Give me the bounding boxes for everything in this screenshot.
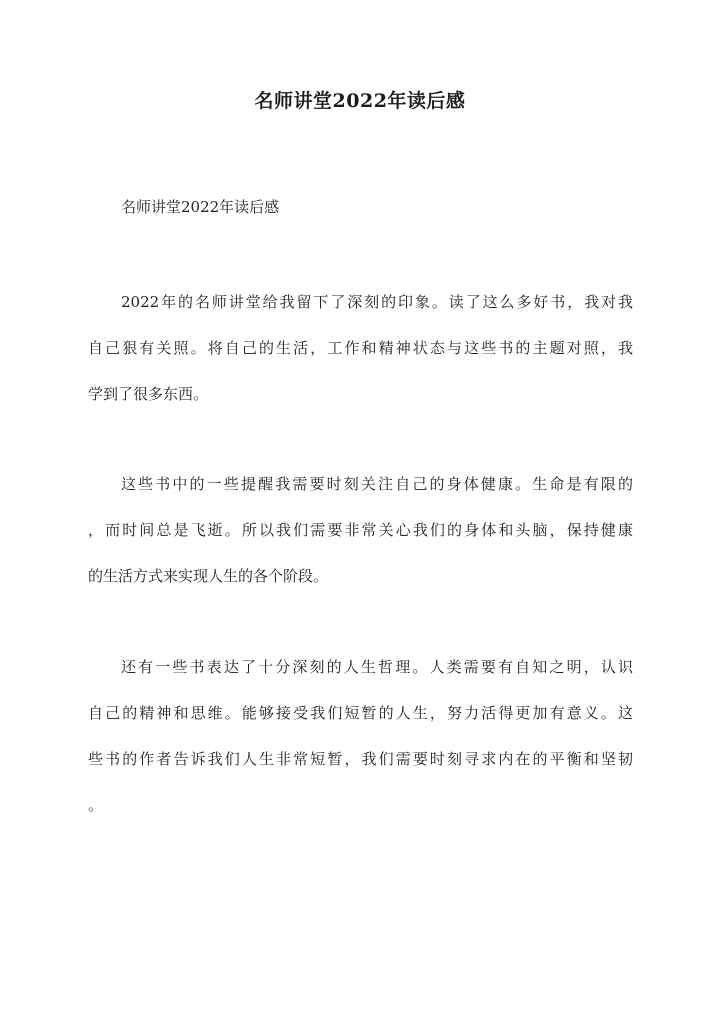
paragraph-2 [88,461,633,599]
document-subtitle: 名师讲堂2022年读后感 [121,198,280,216]
paragraph-line: 自己的精神和思维。能够接受我们短暂的人生，努力活得更加有意义。这 [88,704,633,722]
paragraph-line: ，而时间总是飞逝。所以我们需要非常关心我们的身体和头脑，保持健康 [88,521,633,539]
paragraph-line: 这些书中的一些提醒我需要时刻关注自己的身体健康。生命是有限的 [121,475,633,493]
paragraph-line: 还有一些书表达了十分深刻的人生哲理。人类需要有自知之明，认识 [121,658,633,676]
paragraph-line: 学到了很多东西。 [88,385,209,403]
paragraph-line: 的生活方式来实现人生的各个阶段。 [88,567,329,585]
paragraph-3 [88,644,633,828]
paragraph-line: 自己狠有关照。将自己的生活，工作和精神状态与这些书的主题对照，我 [88,339,633,357]
paragraph-line: 2022年的名师讲堂给我留下了深刻的印象。读了这么多好书，我对我 [121,293,633,311]
paragraph-line: 些书的作者告诉我们人生非常短暂，我们需要时刻寻求内在的平衡和坚韧 [88,750,633,768]
document-title: 名师讲堂2022年读后感 [254,90,466,112]
paragraph-1 [88,279,633,417]
paragraph-line: 。 [88,796,104,814]
